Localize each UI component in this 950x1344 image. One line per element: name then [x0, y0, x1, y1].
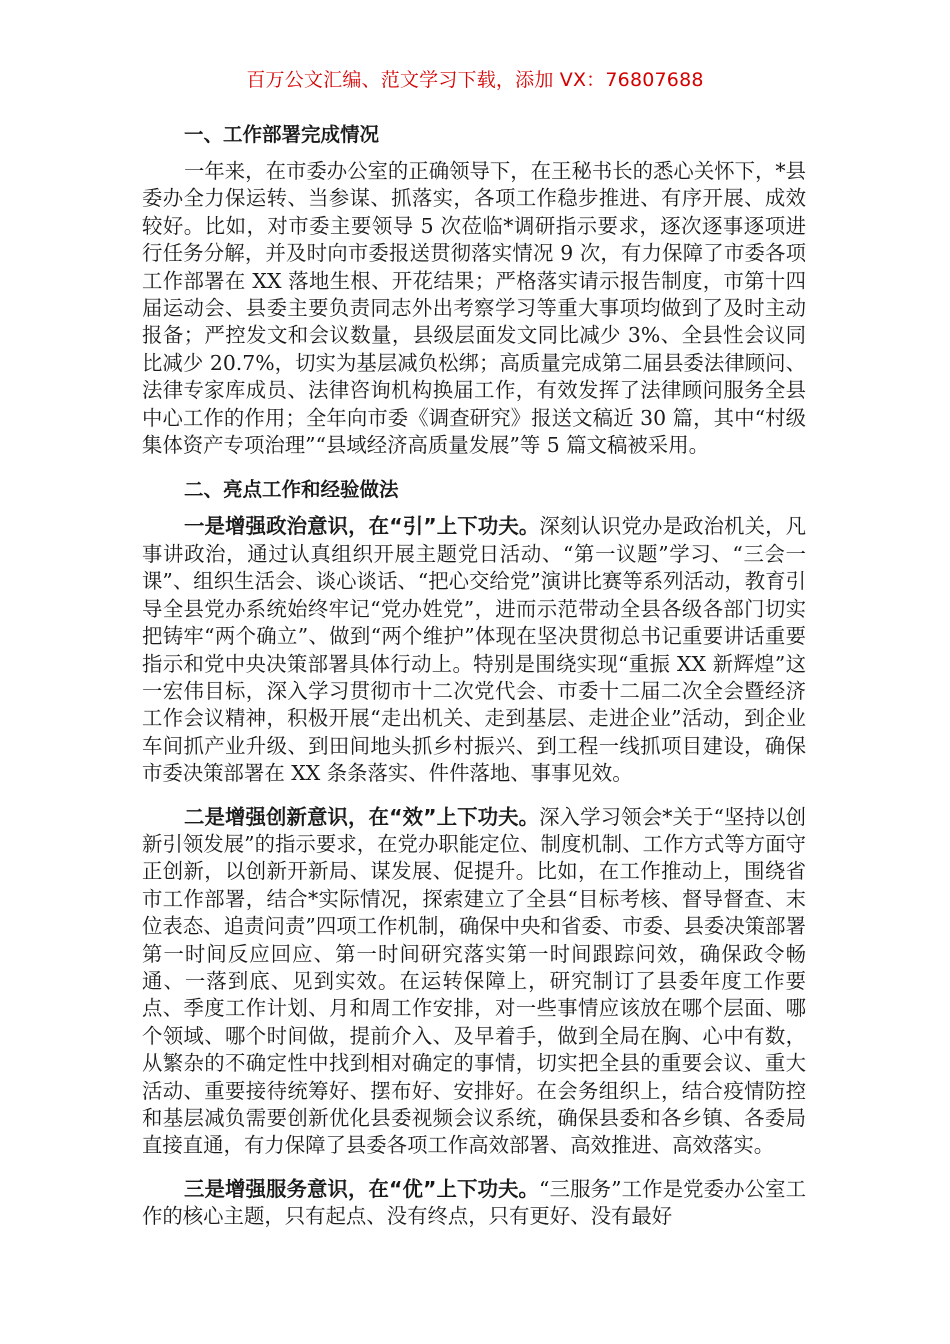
- highlight-body-service: “三服务”工作是党委办公室工作的核心主题，只有起点、没有终点，只有更好、没有最好: [142, 1176, 806, 1229]
- highlight-lead-service: 三是增强服务意识，在“优”上下功夫。: [184, 1176, 540, 1201]
- section-paragraph-work-deployment: 一年来，在市委办公室的正确领导下，在王秘书长的悉心关怀下，*县委办全力保运转、当参谋、抓落实，各项工作稳步推进、有序开展、成效较好。比如，对市委主要领导 5 次莅临*调研指示要求，逐次逐事逐项进行任务分解，并及时向市委报送贯彻落实情况 9 次，有力保障了市委各项工作部署在 XX 落地生根、开花结果；严格落实请示报告制度，市第十四届运动会、县委主要负责同志外出考察学习等重大事项均做到了及时主动报备；严控发文和会议数量，县级层面发文同比减少 3%、全县性会议同比减少 20.7%，切实为基层减负松绑；高质量完成第二届县委法律顾问、法律专家库成员、法律咨询机构换届工作，有效发挥了法律顾问服务全县中心工作的作用；全年向市委《调查研究》报送文稿近 30 篇，其中“村级集体资产专项治理”“县域经济高质量发展”等 5 篇文稿被采用。: [142, 159, 806, 458]
- section-heading-work-deployment: 一、工作部署完成情况: [184, 123, 380, 146]
- highlight-body-innovation: 深入学习领会*关于“坚持以创新引领发展”的指示要求，在党办职能定位、制度机制、工作方式等方面守正创新，以创新开新局、谋发展、促提升。比如，在工作推动上，围绕省市工作部署，结合*实际情况，探索建立了全县“目标考核、督导督查、末位表态、追责问责”四项工作机制，确保中央和省委、市委、县委决策部署第一时间反应回应、第一时间研究落实第一时间跟踪问效，确保政令畅通、一落到底、见到实效。在运转保障上，研究制订了县委年度工作要点、季度工作计划、月和周工作安排，对一些事情应该放在哪个层面、哪个领域、哪个时间做，提前介入、及早着手，做到全局在胸、心中有数，从繁杂的不确定性中找到相对确定的事情，切实把全县的重要会议、重大活动、重要接待统筹好、摆布好、安排好。在会务组织上，结合疫情防控和基层减负需要创新优化县委视频会议系统，确保县委和各乡镇、各委局直接直通，有力保障了县委各项工作高效部署、高效推进、高效落实。: [142, 804, 806, 1158]
- highlight-lead-political: 一是增强政治意识，在“引”上下功夫。: [184, 514, 540, 539]
- document-body: [142, 120, 806, 1247]
- highlight-paragraph-innovation: [142, 804, 806, 1160]
- highlight-lead-innovation: 二是增强创新意识，在“效”上下功夫。: [184, 804, 540, 829]
- watermark-banner: 百万公文汇编、范文学习下载，添加 VX：76807688: [246, 69, 704, 91]
- section-heading-highlights: 二、亮点工作和经验做法: [184, 478, 399, 502]
- highlight-body-political: 深刻认识党办是政治机关，凡事讲政治，通过认真组织开展主题党日活动、“第一议题”学习、“三会一课”、组织生活会、谈心谈话、“把心交给党”演讲比赛等系列活动，教育引导全县党办系统始终牢记“党办姓党”，进而示范带动全县各级各部门切实把铸牢“两个确立”、做到“两个维护”体现在坚决贯彻总书记重要讲话重要指示和党中央决策部署具体行动上。特别是围绕实现“重振 XX 新辉煌”这一宏伟目标，深入学习贯彻市十二次党代会、市委十二届二次全会暨经济工作会议精神，积极开展“走出机关、走到基层、走进企业”活动，到企业车间抓产业升级、到田间地头抓乡村振兴、到工程一线抓项目建设，确保市委决策部署在 XX 条条落实、件件落地、事事见效。: [142, 514, 806, 786]
- highlight-paragraph-service: [142, 1176, 806, 1231]
- highlight-paragraph-political: [142, 513, 806, 787]
